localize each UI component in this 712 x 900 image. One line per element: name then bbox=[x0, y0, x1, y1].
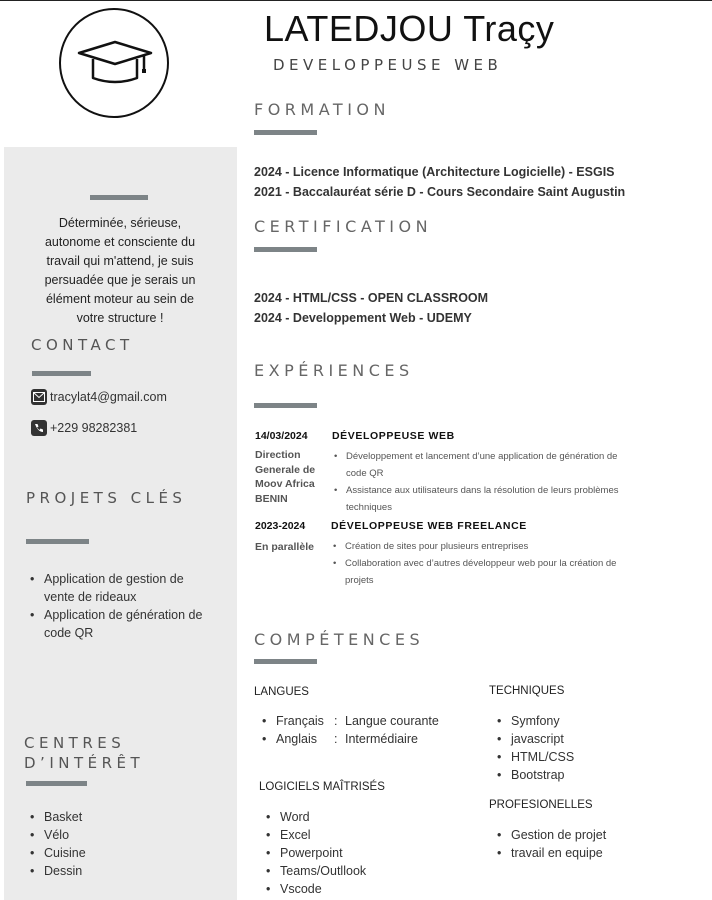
top-border bbox=[0, 0, 712, 1]
languages-list bbox=[261, 712, 439, 748]
experience-place: Direction Generale de Moov Africa BENIN bbox=[255, 449, 316, 505]
candidate-name: LATEDJOU Traçy bbox=[264, 8, 555, 49]
technical-item: • Symfony bbox=[496, 712, 574, 730]
email-row[interactable] bbox=[31, 389, 167, 405]
experience-tasks bbox=[333, 538, 623, 589]
projects-list bbox=[28, 570, 203, 642]
languages-heading: LANGUES bbox=[254, 686, 309, 698]
professional-heading: PROFESIONELLES bbox=[489, 799, 593, 811]
formation-divider bbox=[254, 130, 317, 135]
contact-divider bbox=[32, 371, 91, 376]
technical-heading: TECHNIQUES bbox=[489, 685, 565, 697]
competences-heading: COMPÉTENCES bbox=[254, 630, 425, 649]
experience-date: 14/03/2024 bbox=[255, 430, 308, 442]
professional-item: • Gestion de projet bbox=[496, 826, 606, 844]
experience-task: • Création de sites pour plusieurs entreprises bbox=[333, 538, 623, 555]
software-item: • Excel bbox=[265, 826, 366, 844]
professional-list bbox=[496, 826, 606, 862]
experience-task: • Développement et lancement d’une application de génération de code QR bbox=[334, 448, 624, 482]
language-item: • Français : Langue courante bbox=[261, 712, 439, 730]
phone-icon bbox=[31, 420, 47, 436]
software-item: • Teams/Outllook bbox=[265, 862, 366, 880]
experience-date: 2023-2024 bbox=[255, 520, 306, 532]
interest-item: • Basket bbox=[28, 808, 86, 826]
software-item: • Vscode bbox=[265, 880, 366, 898]
contact-heading: CONTACT bbox=[31, 336, 134, 354]
professional-item: • travail en equipe bbox=[496, 844, 606, 862]
certification-divider bbox=[254, 247, 317, 252]
certification-item: 2024 - HTML/CSS - OPEN CLASSROOM bbox=[254, 291, 489, 305]
experience-task: • Assistance aux utilisateurs dans la résolution de leurs problèmes techniques bbox=[334, 482, 624, 516]
job-title: DEVELOPPEUSE WEB bbox=[273, 56, 503, 74]
formation-item: 2021 - Baccalauréat série D - Cours Secondaire Saint Augustin bbox=[254, 185, 626, 199]
about-divider bbox=[90, 195, 148, 200]
phone-number[interactable]: +229 98282381 bbox=[50, 421, 138, 435]
software-list bbox=[265, 808, 366, 898]
logo bbox=[59, 8, 169, 118]
interests-divider bbox=[26, 781, 87, 786]
experiences-divider bbox=[254, 403, 317, 408]
projects-divider bbox=[26, 539, 89, 544]
formation-item: 2024 - Licence Informatique (Architecture Logicielle) - ESGIS bbox=[254, 165, 615, 179]
email-link[interactable]: tracylat4@gmail.com bbox=[50, 390, 167, 404]
projects-heading: PROJETS CLÉS bbox=[26, 489, 187, 507]
experience-tasks bbox=[334, 448, 624, 516]
software-heading: LOGICIELS MAÎTRISÉS bbox=[259, 781, 385, 793]
language-item: • Anglais : Intermédiaire bbox=[261, 730, 439, 748]
phone-row[interactable] bbox=[31, 420, 137, 436]
technical-list bbox=[496, 712, 574, 784]
experience-title: DÉVELOPPEUSE WEB FREELANCE bbox=[331, 520, 527, 532]
interest-item: • Dessin bbox=[28, 862, 86, 880]
experience-title: DÉVELOPPEUSE WEB bbox=[332, 430, 455, 442]
competences-divider bbox=[254, 659, 317, 664]
project-item: • Application de gestion de vente de rideaux bbox=[28, 570, 203, 606]
technical-item: • javascript bbox=[496, 730, 574, 748]
technical-item: • HTML/CSS bbox=[496, 748, 574, 766]
software-item: • Word bbox=[265, 808, 366, 826]
experiences-heading: EXPÉRIENCES bbox=[254, 361, 414, 380]
interest-item: • Vélo bbox=[28, 826, 86, 844]
experience-task: • Collaboration avec d’autres développeur web pour la création de projets bbox=[333, 555, 623, 589]
envelope-icon bbox=[31, 389, 47, 405]
formation-heading: FORMATION bbox=[254, 100, 390, 119]
project-item: • Application de génération de code QR bbox=[28, 606, 203, 642]
technical-item: • Bootstrap bbox=[496, 766, 574, 784]
interest-item: • Cuisine bbox=[28, 844, 86, 862]
certification-item: 2024 - Developpement Web - UDEMY bbox=[254, 311, 472, 325]
software-item: • Powerpoint bbox=[265, 844, 366, 862]
graduation-cap-icon bbox=[75, 36, 155, 88]
interests-heading: CENTRES D’INTÉRÊT bbox=[24, 734, 145, 772]
about-text: Déterminée, sérieuse, autonome et consciente du travail qui m'attend, je suis persuadée que je serais un élément moteur au sein de votre structure ! bbox=[44, 216, 196, 325]
experience-place: En parallèle bbox=[255, 541, 314, 553]
certification-heading: CERTIFICATION bbox=[254, 217, 433, 236]
interests-list bbox=[28, 808, 86, 880]
